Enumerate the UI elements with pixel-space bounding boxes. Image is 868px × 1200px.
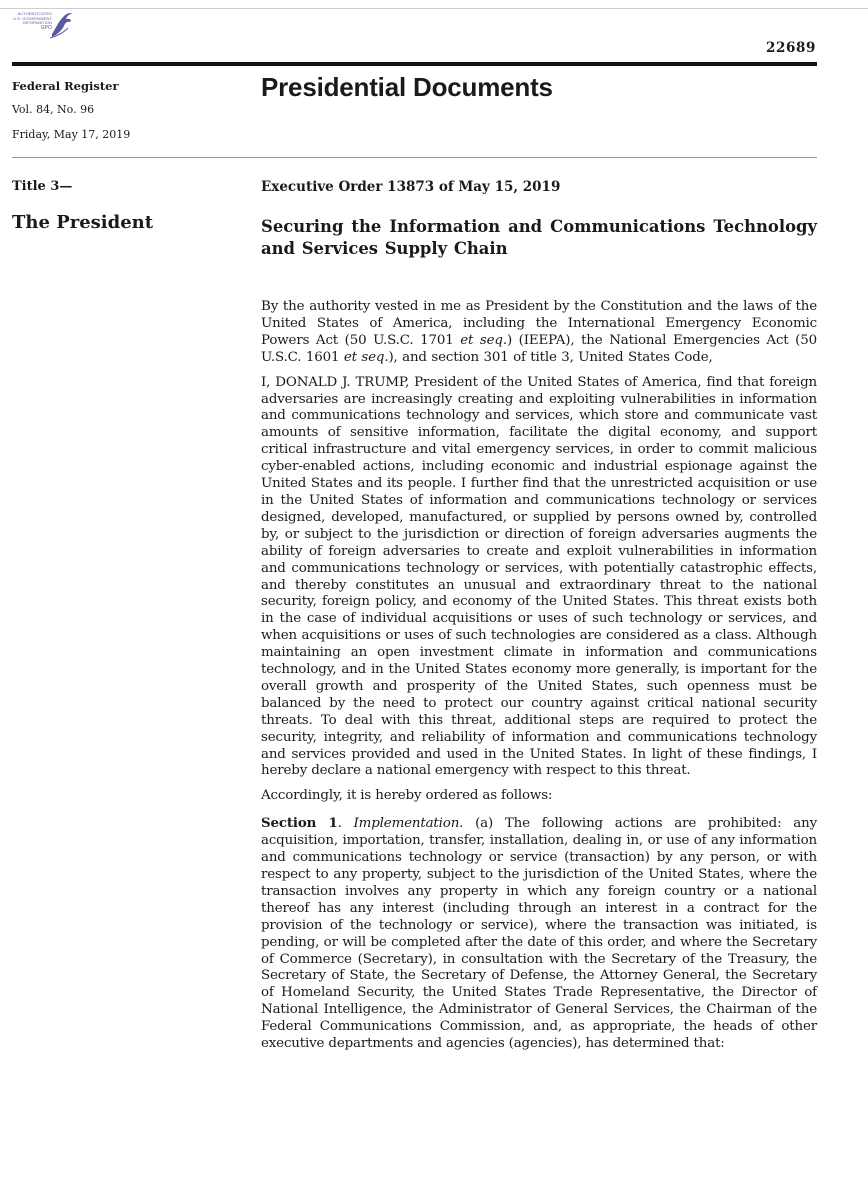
top-border [0,8,868,9]
publication-date: Friday, May 17, 2019 [12,128,131,141]
section-label: Section 1 [261,815,338,832]
publication-name: Federal Register [12,79,119,93]
ordered-paragraph: Accordingly, it is hereby ordered as follows: [261,788,553,804]
section-divider [12,157,817,158]
page-title: Presidential Documents [261,72,553,102]
gpo-authentication-seal [8,10,70,40]
authority-paragraph: By the authority vested in me as President by the Constitution and the laws of the United States of America, including the International Emergency Economic Powers Act (50 U.S.C. 1701 et seq.) (IEEPA), the National Emergencies Act (50 U.S.C. 1601 et seq.), and section 301 of title 3, United States Code, [261,299,817,365]
section-1-paragraph: Section 1. Implementation. (a) The following actions are prohibited: any acquisition, importation, transfer, installation, dealing in, or use of any information and communications technology or service (transaction) by any person, or with respect to any property, subject to the jurisdiction of the United States, where the transaction involves any property in which any foreign country or a national thereof has any interest (including through an interest in a contract for the provision of the technology or service), where the transaction was initiated, is pending, or will be completed after the date of this order, and where the Secretary of Commerce (Secretary), in consultation with the Secretary of the Treasury, the Secretary of State, the Secretary of Defense, the Attorney General, the Secretary of Homeland Security, the United States Trade Representative, the Director of National Intelligence, the Administrator of General Services, the Chairman of the Federal Communications Commission, and, as appropriate, the heads of other executive departments and agencies (agencies), has determined that: [261,815,817,1052]
executive-order-title: Securing the Information and Communications Technology and Services Supply Chain [261,217,817,258]
executive-order-number: Executive Order 13873 of May 15, 2019 [261,179,561,195]
volume-number: Vol. 84, No. 96 [12,103,95,116]
seal-text: AUTHENTICATED U.S. GOVERNMENT INFORMATION GPO [12,11,52,31]
page-number: 22689 [766,40,816,56]
title-number: Title 3— [12,179,73,194]
title-name: The President [12,212,154,233]
eagle-seal-icon [48,10,74,40]
header-rule [12,62,817,66]
section-heading: Implementation. [353,816,464,832]
document-body [261,299,817,1061]
findings-paragraph: I, DONALD J. TRUMP, President of the United States of America, find that foreign adversaries are increasingly creating and exploiting vulnerabilities in information and communications technology and services, which store and communicate vast amounts of sensitive information, facilitate the digital economy, and support critical infrastructure and vital emergency services, in order to commit malicious cyber-enabled actions, including economic and industrial espionage against the United States and its people. I further find that the unrestricted acquisition or use in the United States of information and communications technology or services designed, developed, manufactured, or supplied by persons owned by, controlled by, or subject to the jurisdiction or direction of foreign adversaries augments the ability of foreign adversaries to create and exploit vulnerabilities in information and communications technology or services, with potentially catastrophic effects, and thereby constitutes an unusual and extraordinary threat to the national security, foreign policy, and economy of the United States. This threat exists both in the case of individual acquisitions or uses of such technology or services, and when acquisitions or uses of such technologies are considered as a class. Although maintaining an open investment climate in information and communications technology, and in the United States economy more generally, is important for the overall growth and prosperity of the United States, such openness must be balanced by the need to protect our country against critical national security threats. To deal with this threat, additional steps are required to protect the security, integrity, and reliability of information and communications technology and services provided and used in the United States. In light of these findings, I hereby declare a national emergency with respect to this threat. [261,374,817,779]
